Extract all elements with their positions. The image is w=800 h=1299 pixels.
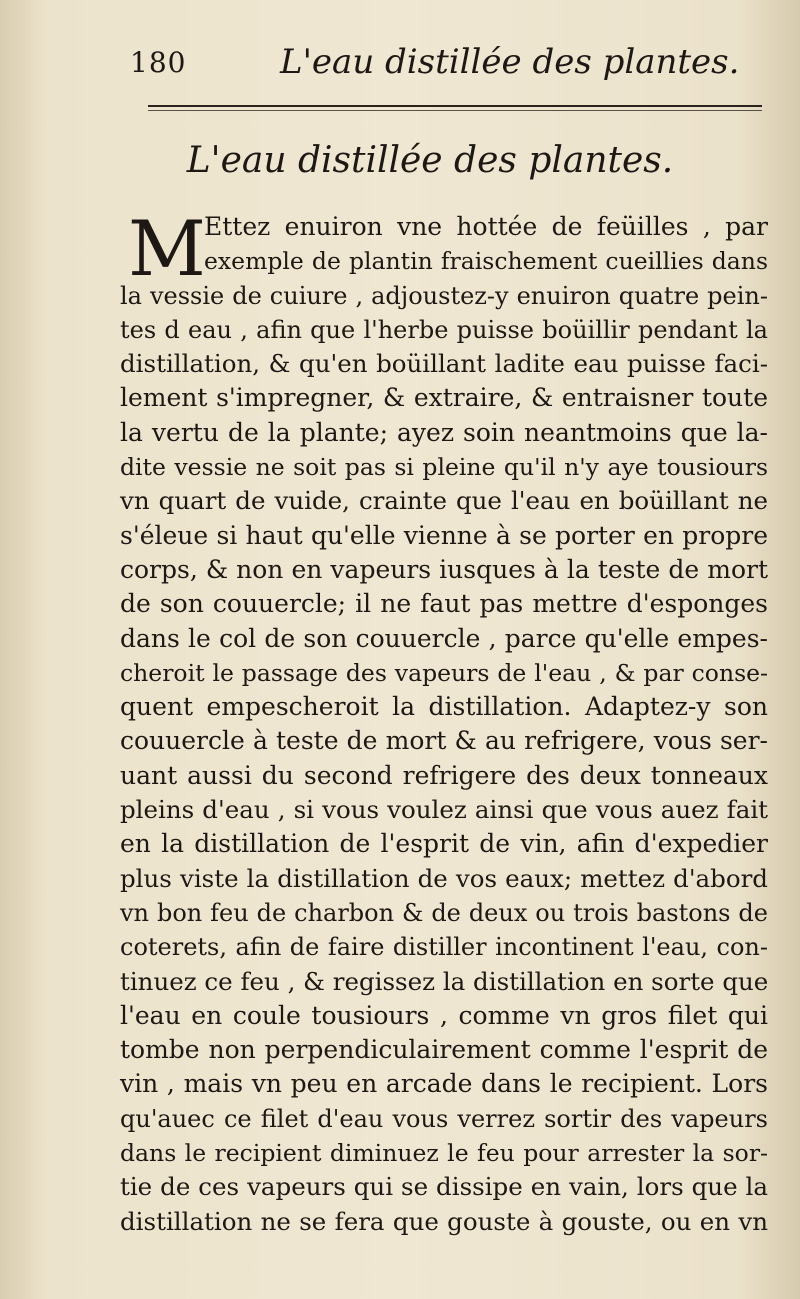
running-title: L'eau distillée des plantes. [280,42,740,82]
running-head [120,40,760,90]
page-number: 180 [130,46,187,79]
header-rule [148,105,762,107]
text-line: tie de ces vapeurs qui se dissipe en vain, lors que la [120,1172,768,1202]
text-line: la vertu de la plante; ayez soin neantmoins que la- [120,417,768,447]
text-line: distillation ne se fera que gouste à gouste, ou en vn [120,1206,768,1236]
text-line: dans le recipient diminuez le feu pour arrester la sor- [120,1139,768,1168]
text-line: lement s'impregner, & extraire, & entraisner toute [120,383,768,413]
text-line: uant aussi du second refrigere des deux tonneaux [120,760,768,790]
text-line: plus viste la distillation de vos eaux; mettez d'abord [120,863,768,893]
text-line: distillation, & qu'en boüillant ladite eau puisse faci- [120,349,768,379]
text-line: cheroit le passage des vapeurs de l'eau , & par conse- [120,658,768,687]
text-line: corps, & non en vapeurs iusques à la teste de mort [120,554,768,584]
text-line: couuercle à teste de mort & au refrigere, vous ser- [120,726,768,756]
text-line: vin , mais vn peu en arcade dans le recipient. Lors [120,1069,768,1099]
header-rule-thin [148,110,762,111]
text-line: dans le col de son couuercle , parce qu'elle empes- [120,623,768,653]
text-line: dite vessie ne soit pas si pleine qu'il n'y aye tousiours [120,453,768,482]
text-line: vn quart de vuide, crainte que l'eau en boüillant ne [120,486,768,516]
text-line: coterets, afin de faire distiller incontinent l'eau, con- [120,933,768,962]
text-line: s'éleue si haut qu'elle vienne à se porter en propre [120,520,768,550]
section-heading: L'eau distillée des plantes. [186,140,674,181]
text-line: Ettez enuiron vne hottée de feüilles , par [204,212,768,241]
text-line: exemple de plantin fraischement cueillies dans [204,247,768,276]
text-line: quent empescheroit la distillation. Adaptez-y son [120,692,768,722]
text-line: pleins d'eau , si vous voulez ainsi que vous auez fait [120,795,768,825]
text-line: vn bon feu de charbon & de deux ou trois bastons de [120,898,768,927]
drop-cap: M [128,204,206,293]
text-line: en la distillation de l'esprit de vin, afin d'expedier [120,829,768,859]
text-line: tombe non perpendiculairement comme l'esprit de [120,1035,768,1065]
text-line: qu'auec ce filet d'eau vous verrez sortir des vapeurs [120,1104,768,1133]
text-line: l'eau en coule tousiours , comme vn gros filet qui [120,1000,768,1030]
text-line: de son couuercle; il ne faut pas mettre d'esponges [120,589,768,619]
text-line: tes d eau , afin que l'herbe puisse boüillir pendant la [120,315,768,344]
body-text [120,204,769,1239]
text-line: la vessie de cuiure , adjoustez-y enuiron quatre pein- [120,281,768,310]
text-line: tinuez ce feu , & regissez la distillation en sorte que [120,966,769,996]
